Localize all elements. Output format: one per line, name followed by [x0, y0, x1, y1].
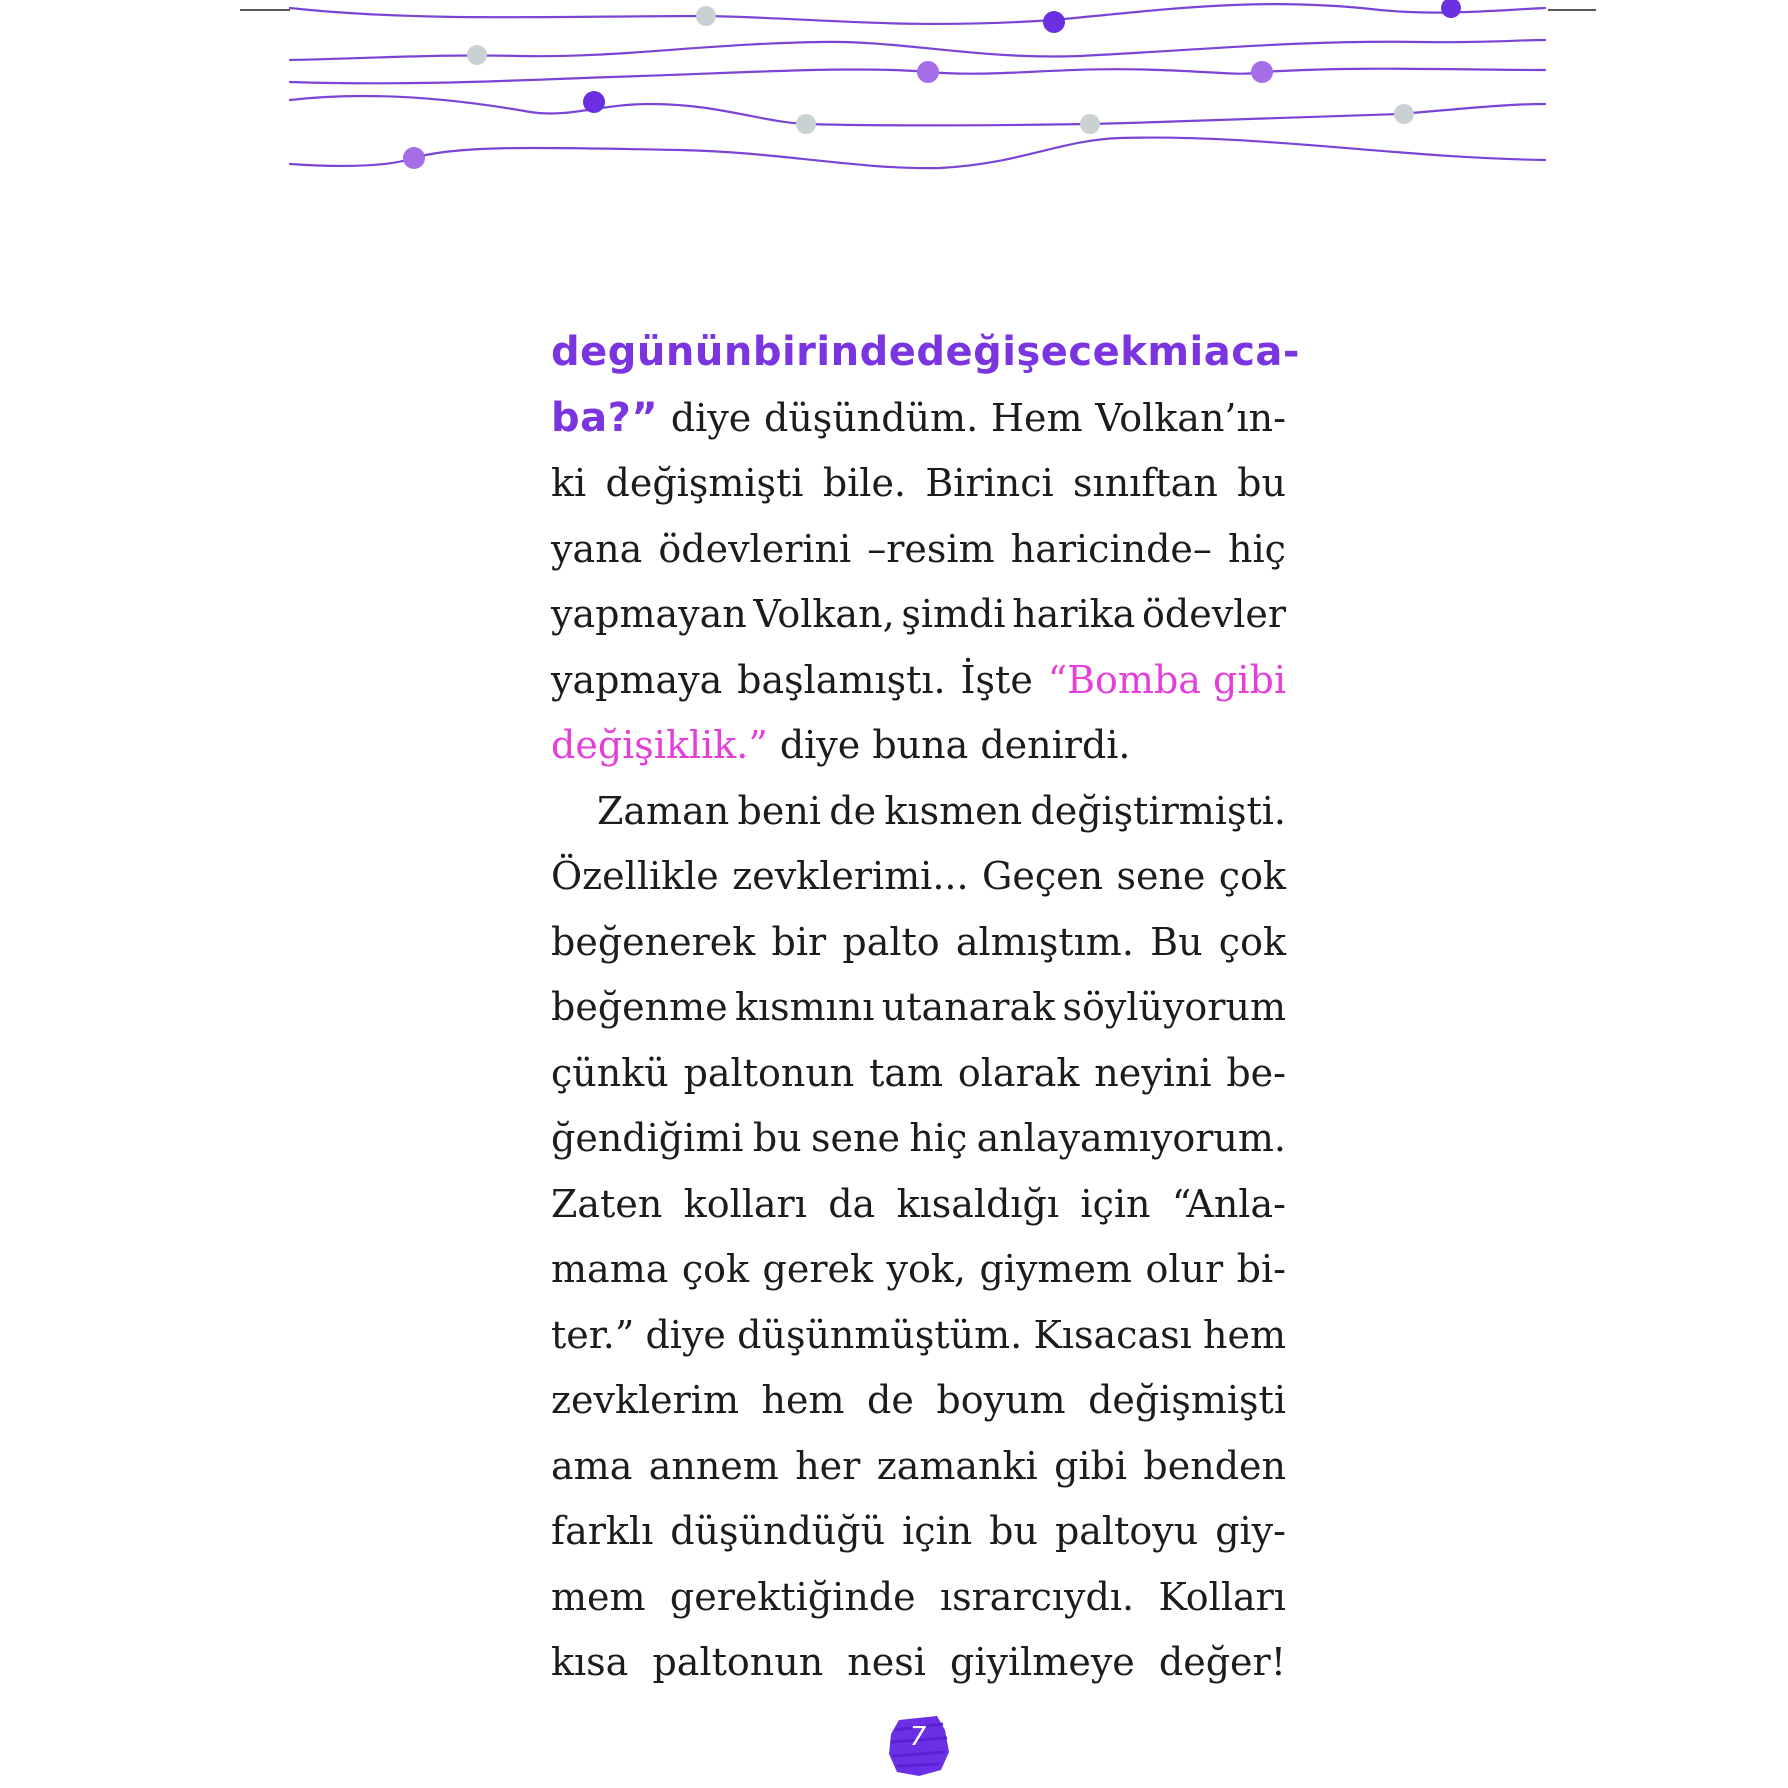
word: benden — [1143, 1443, 1286, 1488]
word: zamanki — [876, 1443, 1038, 1488]
word: de — [829, 788, 877, 833]
pompom-dot — [696, 6, 716, 26]
word: giy- — [1215, 1509, 1286, 1553]
pompom-dot — [917, 61, 939, 83]
word: hiç — [909, 1116, 968, 1160]
word: hem — [1203, 1312, 1286, 1357]
wavy-lines-decoration — [0, 0, 1788, 200]
word: İşte — [960, 657, 1033, 702]
word: utanarak — [881, 985, 1056, 1029]
word: Kolları — [1158, 1574, 1286, 1619]
text-line — [551, 386, 1286, 452]
word: paltonun — [683, 1050, 855, 1095]
word: neyini — [1094, 1050, 1212, 1095]
text-line — [551, 1368, 1286, 1434]
wave-line — [290, 96, 1545, 126]
highlight-quote: “Bomba gibi — [1047, 657, 1286, 702]
text-line — [551, 1303, 1286, 1369]
text-fragment: diye buna denirdi. — [779, 723, 1131, 767]
word: ödevlerini — [658, 526, 852, 571]
body-text — [551, 320, 1301, 1696]
word: gerek — [762, 1247, 874, 1291]
word: aca- — [1203, 329, 1301, 375]
text-line — [551, 975, 1286, 1041]
word: sınıftan — [1073, 461, 1218, 505]
word: Volkan’ın- — [1095, 395, 1286, 440]
pompom-dot — [467, 45, 487, 65]
word: almıştım. — [955, 919, 1134, 964]
word: giyilmeye — [950, 1640, 1135, 1684]
highlight-quote: değişiklik.” — [551, 723, 768, 767]
word: beni — [737, 788, 821, 833]
word: be- — [1226, 1050, 1286, 1095]
word: düşünmüştüm. — [737, 1312, 1023, 1357]
text-line — [551, 1041, 1286, 1107]
word: Hem — [990, 395, 1083, 440]
text-line — [551, 1630, 1286, 1696]
word: birinde — [752, 329, 917, 375]
text-line — [551, 1565, 1286, 1631]
word: sene — [1116, 854, 1206, 898]
word: Zaman — [597, 788, 730, 833]
text-line — [551, 910, 1286, 976]
word: Zaten — [551, 1181, 663, 1226]
text-line — [551, 1499, 1286, 1565]
word: Birinci — [925, 461, 1054, 505]
word: söylüyorum — [1062, 985, 1286, 1029]
word: ter.” — [551, 1312, 635, 1357]
word: diye — [645, 1312, 726, 1357]
word: bi- — [1236, 1247, 1286, 1291]
text-line — [551, 451, 1286, 517]
word: değişecek — [916, 329, 1148, 375]
word: mama — [551, 1247, 669, 1291]
text-line — [551, 1106, 1286, 1172]
pompom-dot — [1394, 104, 1414, 124]
word: değişmişti — [605, 461, 804, 505]
word: farklı — [551, 1509, 654, 1553]
word: başlamıştı. — [737, 657, 946, 702]
text-line — [551, 1172, 1286, 1238]
word: için — [902, 1509, 973, 1553]
word: değer! — [1158, 1640, 1286, 1684]
word: ödevler — [1142, 592, 1286, 636]
word: zevklerimi... — [732, 854, 969, 898]
text-line — [551, 844, 1286, 910]
pompom-dot — [796, 114, 816, 134]
text-line — [551, 517, 1286, 583]
word: Bu — [1150, 919, 1203, 964]
word: de — [867, 1378, 914, 1422]
word: yok, — [886, 1247, 966, 1291]
word: palto — [842, 919, 940, 964]
handwritten-fragment: ba?” — [551, 394, 659, 441]
word: gerektiğinde — [669, 1574, 916, 1619]
word: nesi — [847, 1640, 926, 1684]
pompom-dot — [1080, 114, 1100, 134]
word: “Anla- — [1171, 1181, 1286, 1226]
word: kısaldığı — [896, 1181, 1060, 1226]
pompom-dot — [1441, 0, 1461, 18]
word: bu — [989, 1509, 1038, 1553]
word: haricinde– — [1010, 526, 1212, 571]
word: çok — [1218, 919, 1286, 964]
text-line — [551, 648, 1286, 714]
text-line — [551, 1434, 1286, 1500]
word: bile. — [822, 461, 907, 505]
word: ısrarcıydı. — [939, 1574, 1135, 1619]
word: tam — [869, 1050, 944, 1095]
word: değiştirmişti. — [1030, 788, 1286, 833]
word: hem — [761, 1378, 845, 1422]
text-line-handwritten — [551, 320, 1301, 386]
word: mem — [551, 1574, 646, 1619]
word: da — [828, 1181, 876, 1226]
word: ğendiğimi — [551, 1116, 744, 1160]
word: diye — [670, 395, 752, 440]
word: anlayamıyorum. — [976, 1116, 1286, 1160]
word: bu — [752, 1116, 802, 1160]
word: her — [795, 1443, 861, 1488]
word: sene — [811, 1116, 900, 1160]
word: hiç — [1228, 526, 1286, 571]
word: çok — [681, 1247, 750, 1291]
pompom-dot — [583, 91, 605, 113]
word: bir — [771, 919, 827, 964]
pompom-dot — [403, 147, 425, 169]
word: Özellikle — [551, 854, 719, 898]
pompom-dot — [1043, 11, 1065, 33]
word: beğenerek — [551, 919, 756, 964]
word: kolları — [683, 1181, 807, 1226]
word: boyum — [936, 1378, 1066, 1422]
word: ama — [551, 1443, 633, 1488]
word: kısmen — [884, 788, 1023, 833]
word: yana — [551, 526, 643, 571]
word: mi — [1147, 329, 1204, 375]
wave-line — [290, 4, 1545, 24]
word: –resim — [867, 526, 995, 571]
word: düşündüm. — [764, 395, 979, 440]
word: Geçen — [981, 854, 1104, 898]
word: yapmaya — [551, 657, 723, 702]
word: zevklerim — [551, 1378, 739, 1422]
word: giymem — [979, 1247, 1132, 1291]
word: günün — [607, 329, 753, 375]
word: bu — [1237, 461, 1286, 505]
word: beğenme — [551, 985, 728, 1029]
word: çünkü — [551, 1050, 669, 1095]
word: paltonun — [652, 1640, 824, 1684]
pompom-dot — [1251, 61, 1273, 83]
word: olur — [1145, 1247, 1224, 1291]
word: ki — [551, 461, 587, 505]
word: harika — [1012, 592, 1136, 636]
word: paltoyu — [1054, 1509, 1199, 1553]
word: kısa — [551, 1640, 629, 1684]
text-line — [551, 713, 1286, 779]
word: olarak — [957, 1050, 1080, 1095]
word: gibi — [1054, 1443, 1128, 1488]
word: kısmını — [734, 985, 875, 1029]
word: Kısacası — [1033, 1312, 1192, 1357]
text-line — [551, 779, 1286, 845]
text-line — [551, 582, 1286, 648]
word: değişmişti — [1088, 1378, 1286, 1422]
word: şimdi — [901, 592, 1006, 636]
text-line — [551, 1237, 1286, 1303]
word: Volkan, — [753, 592, 895, 636]
wave-line — [290, 138, 1545, 169]
page-number: 7 — [909, 1722, 927, 1752]
word: yapmayan — [551, 592, 747, 636]
word: düşündüğü — [670, 1509, 886, 1553]
word: çok — [1218, 854, 1286, 898]
word: annem — [648, 1443, 779, 1488]
word: de — [551, 329, 608, 375]
word: için — [1080, 1181, 1151, 1226]
